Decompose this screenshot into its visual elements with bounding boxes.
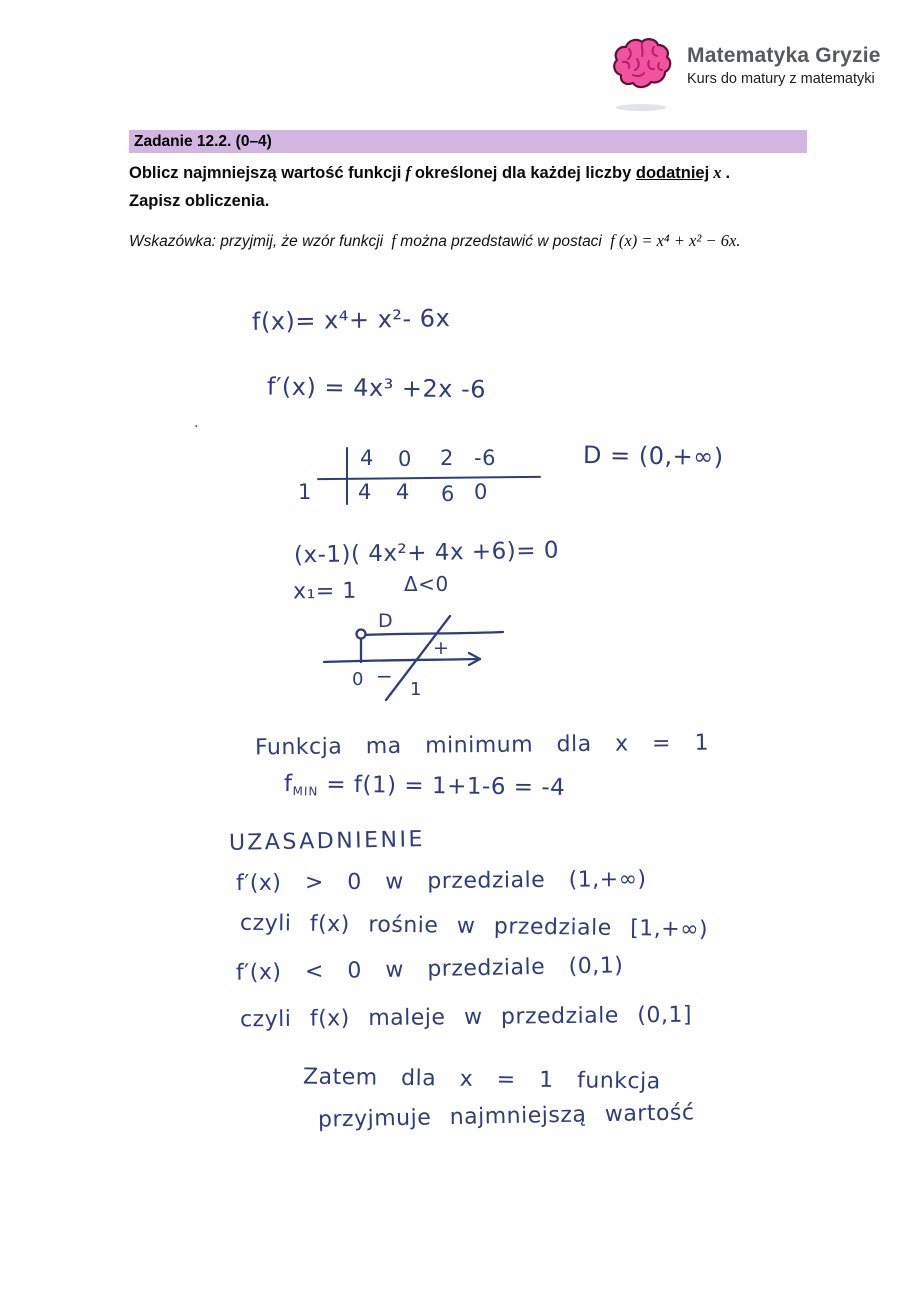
var-x: x: [713, 163, 722, 182]
horner-cell: 6: [441, 482, 455, 506]
hint-formula: f (x) = x⁴ + x² − 6x.: [610, 231, 741, 250]
underlined-word: dodatniej: [635, 164, 710, 182]
hint-line: Wskazówka: przyjmij, że wzór funkcji f można przedstawić w postaci f (x) = x⁴ + x² − 6x.: [129, 231, 741, 250]
sign-diagram: [320, 610, 510, 715]
hw-conclusion-2: przyjmuje najmniejszą wartość: [317, 1100, 695, 1133]
horner-cell: 4: [358, 480, 372, 504]
hw-delta: Δ<0: [404, 572, 449, 596]
hw-just-1: f′(x) > 0 w przedziale (1,+∞): [235, 866, 647, 897]
task-statement: [129, 159, 829, 215]
logo-shadow: [616, 104, 666, 111]
hw-justification-title: UZASADNIENIE: [228, 827, 426, 856]
logo-title: Matematyka Gryzie: [687, 44, 881, 67]
horner-cell: -6: [474, 446, 496, 470]
logo-subtitle: Kurs do matury z matematyki: [687, 71, 875, 88]
statement-line-2: Zapisz obliczenia.: [129, 192, 270, 210]
hw-conclusion-1: Zatem dla x = 1 funkcja: [302, 1064, 661, 1095]
horner-root: 1: [298, 480, 312, 504]
horner-cell: 0: [474, 480, 488, 504]
diagram-plus: +: [433, 637, 449, 659]
brain-icon: [609, 36, 673, 99]
hw-just-3: f′(x) < 0 w przedziale (0,1): [235, 953, 624, 986]
horner-hline: [317, 476, 541, 481]
diagram-one: 1: [410, 679, 422, 700]
hw-factored: (x-1)( 4x²+ 4x +6)= 0: [293, 537, 560, 569]
var-f: f: [405, 163, 411, 182]
hw-function: f(x)= x⁴+ x²- 6x: [251, 304, 451, 336]
statement-line-1: Oblicz najmniejszą wartość funkcji f określonej dla każdej liczby dodatniej x .: [129, 163, 731, 182]
diagram-minus: −: [376, 664, 393, 688]
hw-minimum-sentence: Funkcja ma minimum dla x = 1: [254, 730, 710, 761]
hw-fmin: $f_{MIN} = f(1) = 1+1-6 = -4$: [283, 771, 566, 801]
horner-cell: 2: [440, 446, 454, 470]
diagram-zero: 0: [352, 669, 364, 690]
hw-derivative: f′(x) = 4x³ +2x -6: [266, 372, 487, 404]
horner-cell: 0: [398, 447, 412, 471]
diagram-d-label: D: [378, 610, 393, 632]
task-header: Zadanie 12.2. (0–4): [129, 130, 807, 153]
horner-cell: 4: [396, 480, 410, 504]
hw-just-2: czyli f(x) rośnie w przedziale [1,+∞): [239, 910, 709, 943]
hw-root: x₁= 1: [292, 578, 357, 605]
hw-domain: D = (0,+∞): [582, 441, 724, 471]
brand-logo: [608, 36, 881, 111]
horner-vline: [346, 447, 348, 505]
hw-just-4: czyli f(x) maleje w przedziale (0,1]: [239, 1002, 693, 1033]
horner-cell: 4: [360, 446, 374, 470]
stray-pen-mark: .: [194, 414, 199, 431]
hint-var-f: f: [391, 231, 396, 250]
